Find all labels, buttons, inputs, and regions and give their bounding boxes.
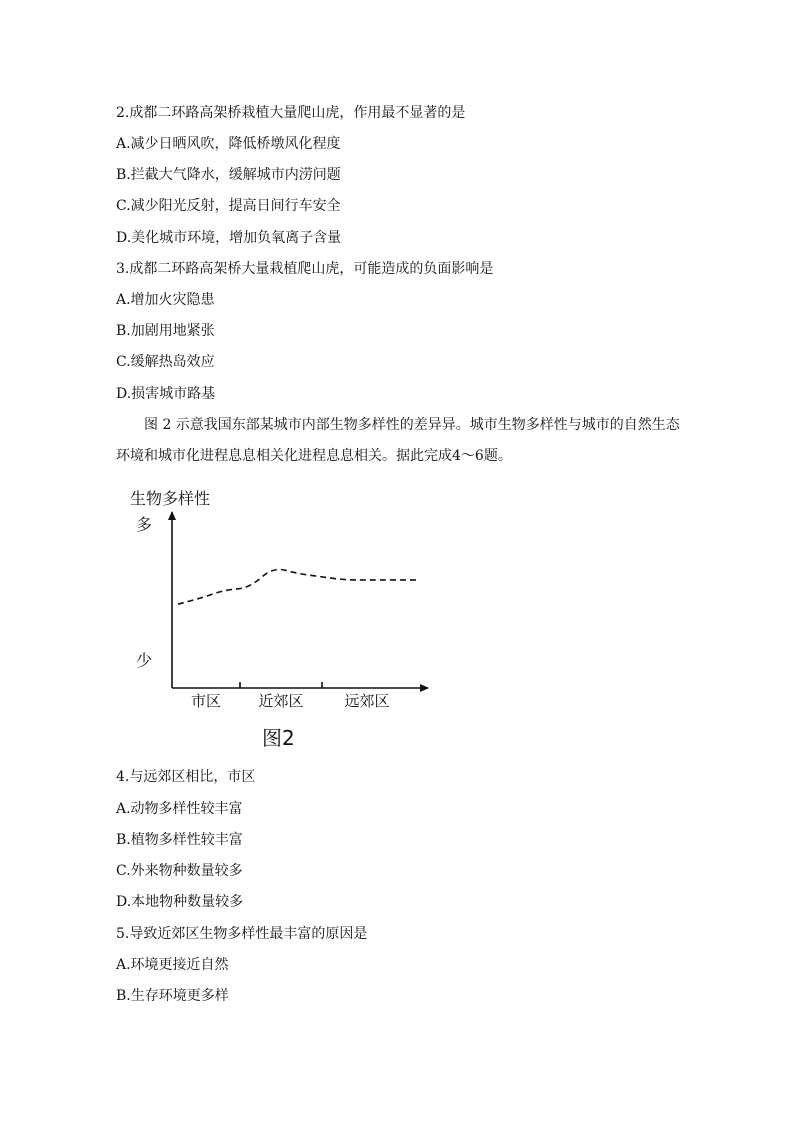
question-3-stem: 3.成都二环路高架桥大量栽植爬山虎，可能造成的负面影响是 <box>116 261 494 277</box>
question-3-option-d: D.损害城市路基 <box>116 386 216 402</box>
question-4-option-d: D.本地物种数量较多 <box>116 894 244 910</box>
question-2-stem: 2.成都二环路高架桥栽植大量爬山虎，作用最不显著的是 <box>116 105 466 121</box>
y-axis-title: 生物多样性 <box>130 489 211 508</box>
question-5-option-b: B.生存环境更多样 <box>116 988 229 1004</box>
y-axis-top-label: 多 <box>136 515 153 534</box>
question-2-option-a: A.减少日晒风吹，降低桥墩风化程度 <box>116 136 341 152</box>
intro-line-1: 图 2 示意我国东部某城市内部生物多样性的差异异。城市生物多样性与城市的自然生态 <box>144 417 680 433</box>
question-3-option-c: C.缓解热岛效应 <box>116 354 215 370</box>
biodiversity-series-line <box>178 569 416 604</box>
question-4-stem: 4.与远郊区相比，市区 <box>116 769 256 785</box>
question-4-option-a: A.动物多样性较丰富 <box>116 801 243 817</box>
question-3-option-a: A.增加火灾隐患 <box>116 292 215 308</box>
question-5-option-a: A.环境更接近自然 <box>116 957 229 973</box>
x-category-label: 近郊区 <box>258 692 304 710</box>
intro-line-2: 环境和城市化进程息息相关化进程息息相关。据此完成4～6题。 <box>116 448 512 464</box>
question-3-option-b: B.加剧用地紧张 <box>116 323 215 339</box>
figure-2 <box>124 486 444 716</box>
x-category-label: 远郊区 <box>344 692 390 710</box>
question-2-option-b: B.拦截大气降水，缓解城市内涝问题 <box>116 167 341 183</box>
figure-caption: 图2 <box>262 726 295 750</box>
x-category-label: 市区 <box>190 692 222 710</box>
y-axis-bottom-label: 少 <box>136 651 153 670</box>
question-2-option-d: D.美化城市环境，增加负氧离子含量 <box>116 230 342 246</box>
biodiversity-chart <box>124 486 444 716</box>
question-5-stem: 5.导致近郊区生物多样性最丰富的原因是 <box>116 926 368 942</box>
question-4-option-b: B.植物多样性较丰富 <box>116 832 243 848</box>
question-4-option-c: C.外来物种数量较多 <box>116 863 243 879</box>
question-2-option-c: C.减少阳光反射，提高日间行车安全 <box>116 198 341 214</box>
